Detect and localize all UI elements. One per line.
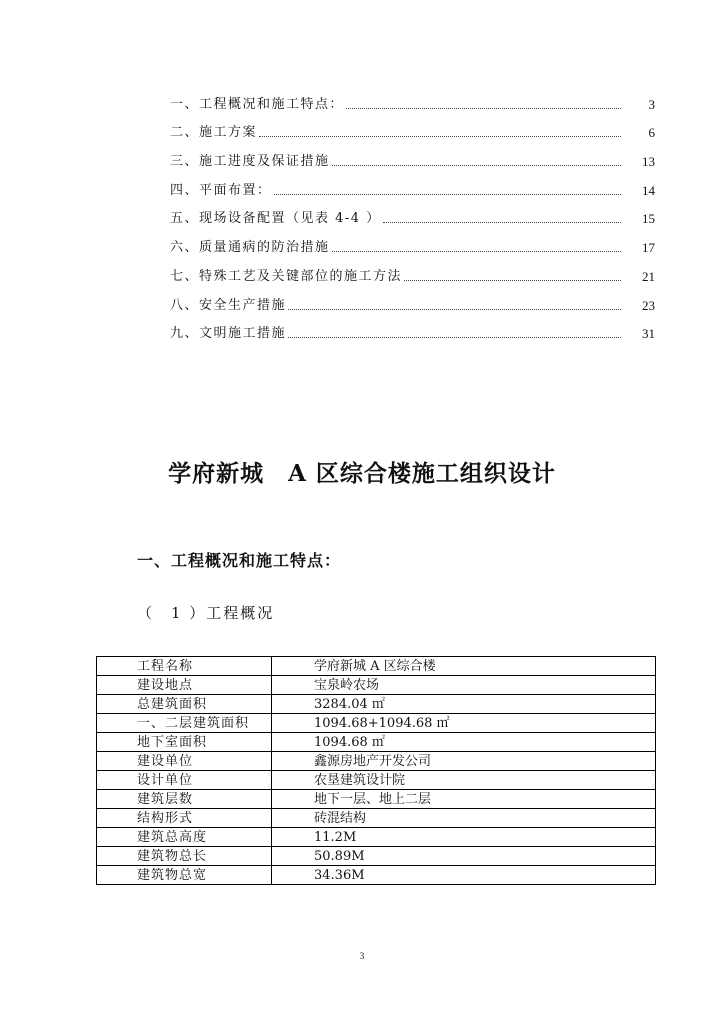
table-row xyxy=(97,866,656,885)
table-cell-label: 建筑物总宽 xyxy=(97,866,272,885)
table-cell-label: 建筑物总长 xyxy=(97,847,272,866)
subsection-heading: （ 1 ）工程概况 xyxy=(137,604,275,622)
toc-entry-page: 14 xyxy=(642,182,655,198)
table-row xyxy=(97,790,656,809)
toc-entry[interactable] xyxy=(170,199,655,228)
toc-dot-leader xyxy=(332,165,621,166)
table-cell-value: 50.89M xyxy=(272,847,656,866)
toc-dot-leader xyxy=(383,222,621,223)
table-cell-value: 1094.68 ㎡ xyxy=(272,733,656,752)
table-cell-label: 建筑层数 xyxy=(97,790,272,809)
toc-dot-leader xyxy=(259,136,621,137)
table-of-contents xyxy=(170,84,655,342)
toc-dot-leader xyxy=(332,251,621,252)
table-cell-label: 工程名称 xyxy=(97,657,272,676)
table-cell-value: 鑫源房地产开发公司 xyxy=(272,752,656,771)
toc-entry-page: 6 xyxy=(648,125,655,141)
table-cell-label: 结构形式 xyxy=(97,809,272,828)
table-cell-value: 11.2M xyxy=(272,828,656,847)
table-row xyxy=(97,676,656,695)
toc-entry[interactable] xyxy=(170,227,655,256)
toc-entry-title: 七、特殊工艺及关键部位的施工方法 xyxy=(170,268,403,284)
table-row xyxy=(97,657,656,676)
table-cell-value: 3284.04 ㎡ xyxy=(272,695,656,714)
table-row xyxy=(97,695,656,714)
toc-entry-title: 一、工程概况和施工特点： xyxy=(170,96,345,112)
toc-dot-leader xyxy=(288,309,621,310)
table-cell-label: 设计单位 xyxy=(97,771,272,790)
toc-entry-page: 15 xyxy=(642,211,655,227)
table-cell-value: 宝泉岭农场 xyxy=(272,676,656,695)
table-row xyxy=(97,847,656,866)
table-cell-label: 建设单位 xyxy=(97,752,272,771)
toc-entry-page: 13 xyxy=(642,154,655,170)
table-cell-value: 学府新城 A 区综合楼 xyxy=(272,657,656,676)
table-cell-value: 地下一层、地上二层 xyxy=(272,790,656,809)
toc-entry-title: 二、施工方案 xyxy=(170,125,258,141)
toc-entry-title: 八、安全生产措施 xyxy=(170,297,287,313)
toc-entry-title: 六、质量通病的防治措施 xyxy=(170,240,330,256)
toc-entry-title: 九、文明施工措施 xyxy=(170,326,287,342)
table-cell-label: 建设地点 xyxy=(97,676,272,695)
table-cell-label: 建筑总高度 xyxy=(97,828,272,847)
table-cell-value: 农垦建筑设计院 xyxy=(272,771,656,790)
table-cell-value: 34.36M xyxy=(272,866,656,885)
page-number: 3 xyxy=(359,951,365,961)
toc-entry[interactable] xyxy=(170,314,655,343)
section-heading: 一、工程概况和施工特点： xyxy=(137,551,342,570)
toc-entry[interactable] xyxy=(170,285,655,314)
toc-entry-title: 三、施工进度及保证措施 xyxy=(170,154,330,170)
toc-entry-page: 23 xyxy=(642,297,655,313)
toc-dot-leader xyxy=(288,337,621,338)
toc-entry[interactable] xyxy=(170,141,655,170)
table-row xyxy=(97,828,656,847)
toc-entry-page: 17 xyxy=(642,240,655,256)
toc-entry[interactable] xyxy=(170,113,655,142)
toc-dot-leader xyxy=(274,194,621,195)
toc-entry[interactable] xyxy=(170,84,655,113)
table-cell-value: 1094.68+1094.68 ㎡ xyxy=(272,714,656,733)
table-cell-value: 砖混结构 xyxy=(272,809,656,828)
toc-entry-page: 3 xyxy=(648,96,655,112)
toc-entry[interactable] xyxy=(170,170,655,199)
toc-dot-leader xyxy=(346,108,621,109)
toc-dot-leader xyxy=(404,280,621,281)
table-row xyxy=(97,714,656,733)
toc-entry-page: 21 xyxy=(642,268,655,284)
toc-entry-title: 四、平面布置： xyxy=(170,182,272,198)
table-row xyxy=(97,809,656,828)
table-cell-label: 地下室面积 xyxy=(97,733,272,752)
table-row xyxy=(97,752,656,771)
table-cell-label: 总建筑面积 xyxy=(97,695,272,714)
toc-entry-page: 31 xyxy=(642,326,655,342)
table-row xyxy=(97,771,656,790)
toc-entry-title: 五、现场设备配置（见表 4-4 ） xyxy=(170,211,381,227)
table-cell-label: 一、二层建筑面积 xyxy=(97,714,272,733)
toc-entry[interactable] xyxy=(170,256,655,285)
table-row xyxy=(97,733,656,752)
project-overview-table xyxy=(96,656,656,885)
document-title: 学府新城 A 区综合楼施工组织设计 xyxy=(168,460,556,487)
